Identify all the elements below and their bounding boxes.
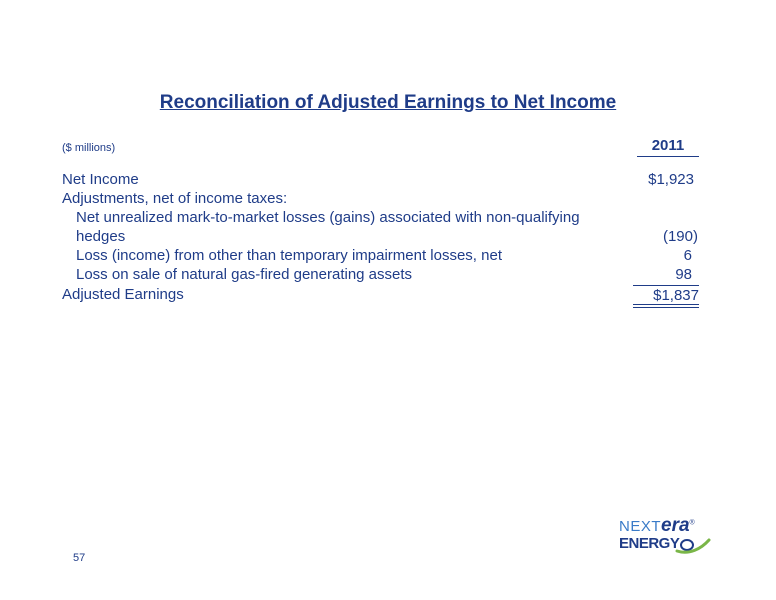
- logo-wordmark-bottom: [619, 535, 679, 553]
- units-label: ($ millions): [62, 142, 116, 154]
- double-underline: [633, 304, 699, 308]
- nextera-energy-logo: [615, 515, 715, 560]
- mtm-adjustment-label-line1: Net unrealized mark-to-market losses (gains) associated with non-qualifying: [76, 209, 580, 226]
- page-title: Reconciliation of Adjusted Earnings to Net Income: [159, 92, 617, 113]
- logo-swoosh-icon: [675, 537, 711, 555]
- logo-energy-text: ENERGY: [619, 535, 680, 552]
- net-income-label: Net Income: [62, 171, 139, 188]
- adjustments-heading: Adjustments, net of income taxes:: [62, 190, 288, 207]
- adjusted-earnings-label: Adjusted Earnings: [62, 286, 184, 303]
- page-number: 57: [73, 552, 86, 564]
- adjusted-earnings-value: $1,837: [633, 285, 699, 306]
- year-column-header: 2011: [637, 137, 699, 157]
- logo-trademark: ®: [689, 519, 695, 527]
- logo-next-text: NEXT: [619, 518, 662, 535]
- mtm-adjustment-label-line2: hedges: [76, 228, 126, 245]
- logo-era-text: era: [661, 515, 690, 536]
- gas-assets-sale-label: Loss on sale of natural gas-fired generating assets: [76, 266, 413, 283]
- impairment-label: Loss (income) from other than temporary impairment losses, net: [76, 247, 502, 264]
- mtm-adjustment-value: (190): [662, 228, 698, 245]
- net-income-value: $1,923: [648, 171, 694, 188]
- logo-wordmark-top: [619, 515, 695, 537]
- impairment-value: 6: [683, 247, 692, 264]
- gas-assets-sale-value: 98: [675, 266, 692, 283]
